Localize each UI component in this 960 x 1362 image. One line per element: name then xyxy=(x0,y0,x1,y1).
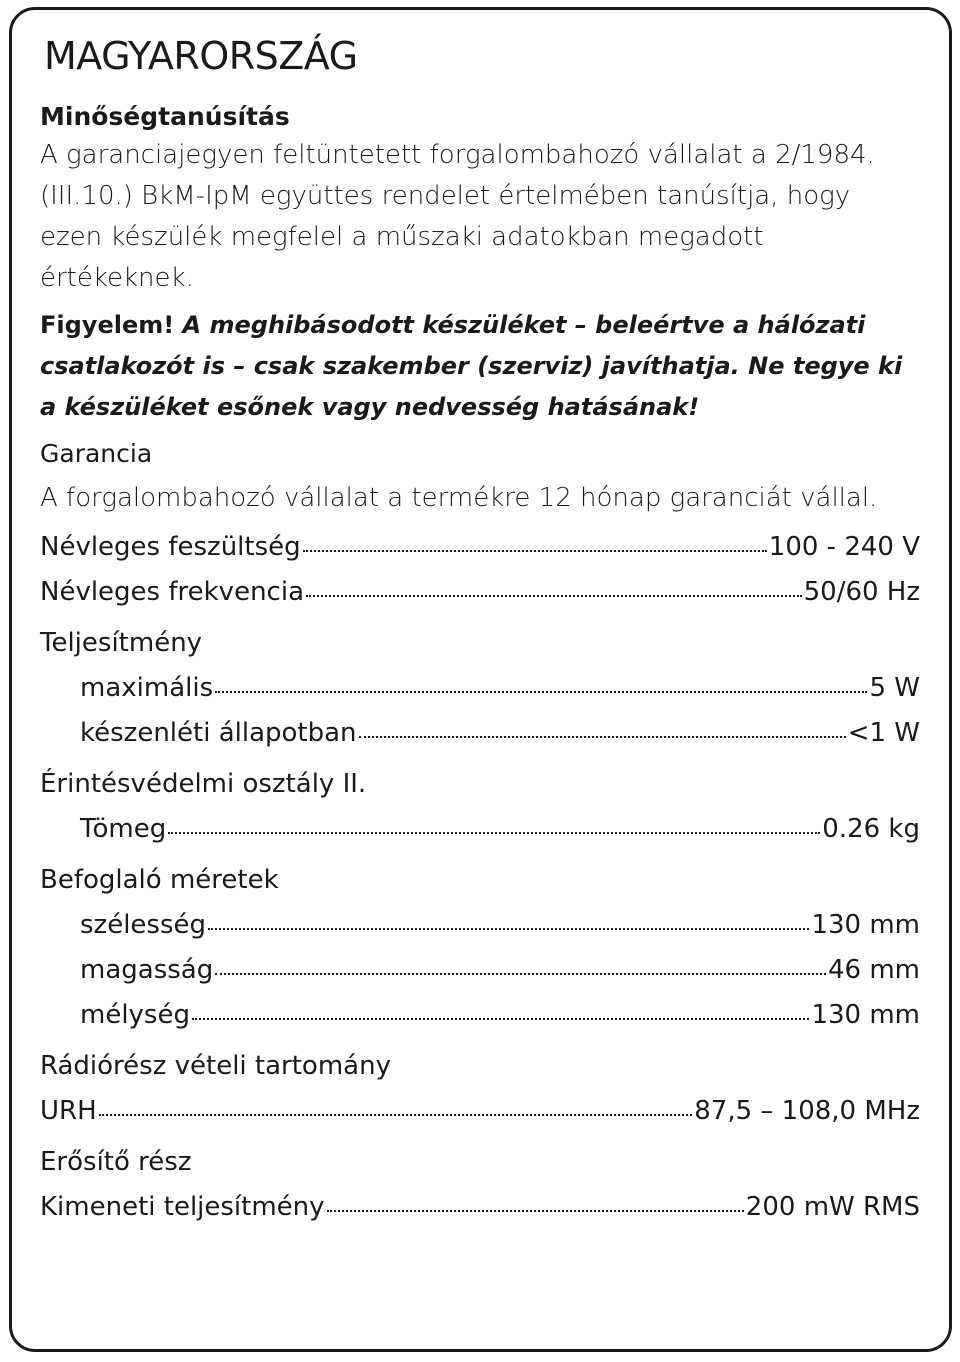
spec-row-power-standby xyxy=(40,711,920,756)
guarantee-text: A forgalombahozó vállalat a termékre 12 hónap garanciát vállal. xyxy=(40,483,878,513)
spec-value: 130 mm xyxy=(811,1000,920,1030)
warning-lead: Figyelem! xyxy=(40,311,175,339)
spec-value: <1 W xyxy=(847,718,920,748)
spec-label: készenléti állapotban xyxy=(80,718,357,748)
spec-row-power-max xyxy=(40,666,920,711)
spec-label: Tömeg xyxy=(80,814,167,844)
spec-value: 5 W xyxy=(869,673,920,703)
spec-row-height xyxy=(40,948,920,993)
amp-heading: Erősítő rész xyxy=(40,1147,192,1177)
spec-label: URH xyxy=(40,1096,97,1126)
spec-label: Kimeneti teljesítmény xyxy=(40,1192,325,1222)
spec-value: 130 mm xyxy=(811,910,920,940)
document-body xyxy=(40,30,920,1230)
spec-row-depth xyxy=(40,993,920,1038)
dot-leader xyxy=(215,670,867,696)
spec-label: magasság xyxy=(80,955,214,985)
spec-row-width xyxy=(40,903,920,948)
protection-class: Érintésvédelmi osztály II. xyxy=(40,769,367,799)
dot-leader xyxy=(192,997,809,1023)
spec-label: Névleges feszültség xyxy=(40,532,301,562)
dimensions-heading: Befoglaló méretek xyxy=(40,865,279,895)
dot-leader xyxy=(208,907,809,933)
spec-row-voltage xyxy=(40,525,920,570)
dot-leader xyxy=(215,952,826,978)
warning-paragraph xyxy=(40,305,920,428)
spec-row-output xyxy=(40,1185,920,1230)
spec-label: szélesség xyxy=(80,910,207,940)
quality-text: A garanciajegyen feltüntetett forgalombahozó vállalat a 2/1984. (III.10.) BkM-IpM együttes rendelet értelmében tanúsítja, hogy ezen készülék megfelel a műszaki adatokban megadott értékeknek. xyxy=(40,140,875,293)
power-heading: Teljesítmény xyxy=(40,628,203,658)
spec-value: 0.26 kg xyxy=(822,814,920,844)
radio-heading: Rádiórész vételi tartomány xyxy=(40,1051,391,1081)
quality-heading: Minőségtanúsítás xyxy=(40,102,290,131)
page-title: MAGYARORSZÁG xyxy=(44,34,358,78)
spec-label: mélység xyxy=(80,1000,190,1030)
dot-leader xyxy=(303,529,767,555)
spec-row-weight xyxy=(40,807,920,852)
spec-row-fm xyxy=(40,1089,920,1134)
dot-leader xyxy=(306,574,802,600)
spec-value: 50/60 Hz xyxy=(803,577,920,607)
dot-leader xyxy=(168,811,820,837)
warning-text: A meghibásodott készüléket – beleértve a hálózati csatlakozót is – csak szakember (szerviz) javíthatja. Ne tegye ki a készüléket esőnek vagy nedvesség hatásának! xyxy=(40,311,903,421)
dot-leader xyxy=(359,715,846,741)
dot-leader xyxy=(99,1093,693,1119)
spec-label: Névleges frekvencia xyxy=(40,577,304,607)
dot-leader xyxy=(327,1189,744,1215)
guarantee-heading: Garancia xyxy=(40,439,153,468)
spec-value: 100 - 240 V xyxy=(768,532,920,562)
spec-value: 87,5 – 108,0 MHz xyxy=(694,1096,920,1126)
spec-row-frequency xyxy=(40,570,920,615)
spec-value: 200 mW RMS xyxy=(745,1192,920,1222)
spec-label: maximális xyxy=(80,673,214,703)
spec-value: 46 mm xyxy=(827,955,920,985)
